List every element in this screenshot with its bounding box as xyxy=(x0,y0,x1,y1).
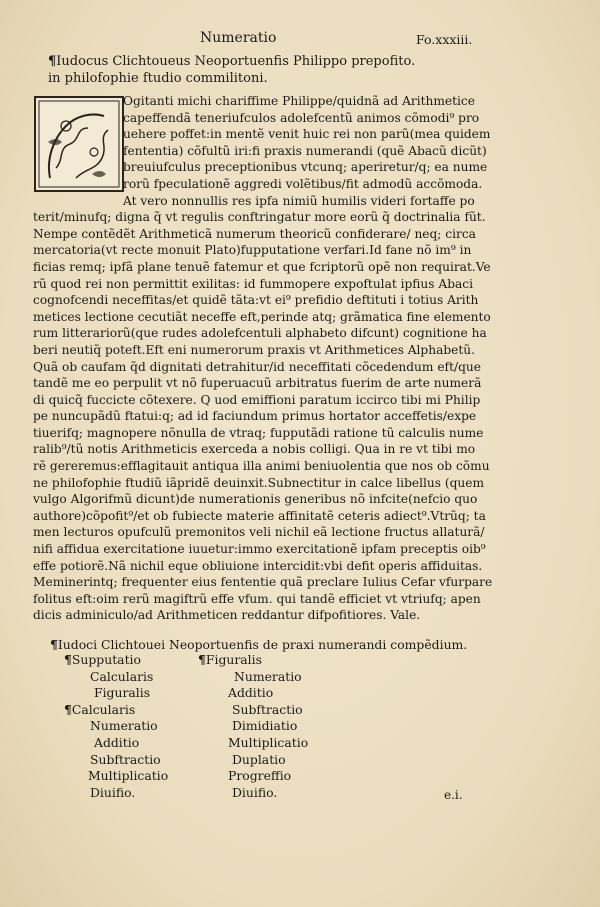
text-line: nifi affidua exercitatione iuuetur:immo exercitationẽ ipfam preceptis oib⁹ xyxy=(33,542,486,557)
outline-item: Diuifio. xyxy=(90,784,136,800)
compendium-title: ¶Iudoci Clichtouei Neoportuenfis de praxi numerandi compẽdium. xyxy=(50,637,468,652)
outline-item: Progreffio xyxy=(228,768,292,784)
dedication-heading xyxy=(48,53,415,87)
letter-paragraph xyxy=(33,93,503,624)
text-line: authore)cõpofit⁹/et ob fubiecte materie affinitatẽ ceteris adiect⁹.Vtrũq; ta xyxy=(33,508,486,523)
text-line: metices lectione cecutiãt neceffe eft,perinde atq; grãmatica fine elemento xyxy=(33,309,491,324)
outline-item: Duplatio xyxy=(232,751,286,767)
outline-item: Dimidiatio xyxy=(232,718,298,734)
text-line: ficias remq; ipfã plane tenuẽ fatemur et que fcriptorũ opẽ non requirat.Ve xyxy=(33,259,491,274)
text-line: Nempe contẽdẽt Arithmeticã numerum theoricũ confiderare/ neq; circa xyxy=(33,226,476,241)
outline-column-right xyxy=(198,652,308,801)
outline-item: Figuralis xyxy=(94,685,151,701)
outline-item: Numeratio xyxy=(234,668,302,684)
text-line: ne philofophie ftudiũ iãpridẽ deuinxit.Subnectitur in calce libellus (quem xyxy=(33,475,485,490)
text-line: beri neutiq̃ poteft.Eft eni numerorum praxis vt Arithmetices Alphabetũ. xyxy=(33,342,475,357)
text-line: Quã ob caufam q̃d dignitati detrahitur/id neceffitati cõcedendum eft/que xyxy=(33,359,481,374)
folio-number: Fo.xxxiii. xyxy=(416,32,473,47)
outline-item: ¶Supputatio xyxy=(64,652,141,667)
text-line: Ogitanti michi chariffime Philippe/quidnã ad Arithmetice xyxy=(123,94,475,108)
pilcrow-icon: ¶ xyxy=(64,652,72,667)
text-line: Meminerintq; frequenter eius fententie quã preclare Iulius Cefar vfurpare xyxy=(33,575,493,590)
text-line: men lecturos opufculũ premonitos veli nichil eã lectione fructus allaturã/ xyxy=(33,525,485,540)
text-line: fententia) cõfultũ iri:fi praxis numerandi (quẽ Abacũ dicũt) xyxy=(123,143,487,158)
text-line: di quicq̃ fuccicte cõtexere. Q uod emiffioni paratum iccirco tibi mi Philip xyxy=(33,392,481,407)
text-line: mercatoria(vt recte monuit Plato)fupputatione verfari.Id fane nõ im⁹ in xyxy=(33,243,472,258)
text-line: capeffendã teneriufculos adolefcentũ animos cõmodi⁹ pro xyxy=(123,110,480,125)
text-line: folitus eft:oim rerũ magiftrũ effe vfum. qui tandẽ efficiet vt vtriufq; apen xyxy=(33,591,481,606)
text-line: rũ quod rei non permittit exilitas: id fummopere expoftulat ipfius Abaci xyxy=(33,276,473,291)
text-line: effe potiorẽ.Nã nichil eque obliuione intercidit:vbi defit operis affiduitas. xyxy=(33,558,483,573)
text-line: uehere poffet:in mentẽ venit huic rei non parũ(mea quidem xyxy=(123,127,491,142)
outline-item: Numeratio xyxy=(90,718,158,734)
outline-item: Additio xyxy=(228,685,274,701)
text-line: pe nuncupãdũ ftatui:q; ad id faciundum primus hortator acceffetis/expe xyxy=(33,409,477,424)
text-line: cognofcendi neceffitas/et quidẽ tãta:vt ei⁹ prefidio deftituti i totius Arith xyxy=(33,293,479,308)
outline-item: ¶Figuralis xyxy=(198,652,262,667)
running-head: Numeratio xyxy=(200,30,277,46)
text-line: terit/minufq; digna q̃ vt regulis conftringatur more eorũ q̃ doctrinalia fũt. xyxy=(33,210,486,225)
outline-item: Multiplicatio xyxy=(88,768,169,784)
outline-item: Subftractio xyxy=(90,751,161,767)
outline-item: ¶Calcularis xyxy=(64,701,136,717)
dedication-line: in philofophie ftudio commilitoni. xyxy=(48,71,268,86)
outline-item: Additio xyxy=(94,734,140,750)
text-line: tandẽ me eo perpulit vt nõ fuperuacuũ arbitratus fuerim de arte numerã xyxy=(33,376,482,391)
pilcrow-icon: ¶ xyxy=(64,701,72,717)
text-line: rorũ fpeculationẽ aggredi volẽtibus/fit admodũ accõmoda. xyxy=(123,176,483,191)
pilcrow-icon: ¶ xyxy=(198,652,206,667)
text-line: At vero nonnullis res ipfa nimiũ humilis videri fortaffe po xyxy=(123,193,475,208)
pilcrow-icon: ¶ xyxy=(48,54,57,69)
text-line: vulgo Algorifmũ dicunt)de numerationis generibus nõ infcite(nefcio quo xyxy=(33,492,478,507)
text-line: ralib⁹/tũ notis Arithmeticis exerceda a nobis colligi. Qua in re vt tibi mo xyxy=(33,442,476,457)
page-header xyxy=(0,30,600,52)
text-line: tiuerifq; magnopere nõnulla de vtraq; fupputãdi ratione tũ calculis nume xyxy=(33,425,484,440)
outline-item: Multiplicatio xyxy=(228,734,309,750)
text-line: rẽ gereremus:efflagitauit antiqua illa animi beniuolentia que nos ob cõmu xyxy=(33,459,490,474)
pilcrow-icon: ¶ xyxy=(50,637,58,652)
dedication-line: ¶Iudocus Clichtoueus Neoportuenfis Philippo prepofito. xyxy=(48,54,416,69)
outline-column-left xyxy=(64,652,168,801)
text-line: rum litterariorũ(que rudes adolefcentuli alphabeto difcunt) cognitione ha xyxy=(33,326,487,341)
outline-item: Subftractio xyxy=(232,701,303,717)
text-line: dicis adminiculo/ad Arithmeticen reddantur difpofitiores. Vale. xyxy=(33,608,421,623)
signature-mark: e.i. xyxy=(444,788,463,802)
outline-item: Diuifio. xyxy=(232,784,278,800)
text-line: breuiufculus preceptionibus vtcunq; aperiretur/q; ea nume xyxy=(123,160,488,175)
outline-item: Calcularis xyxy=(90,668,154,684)
